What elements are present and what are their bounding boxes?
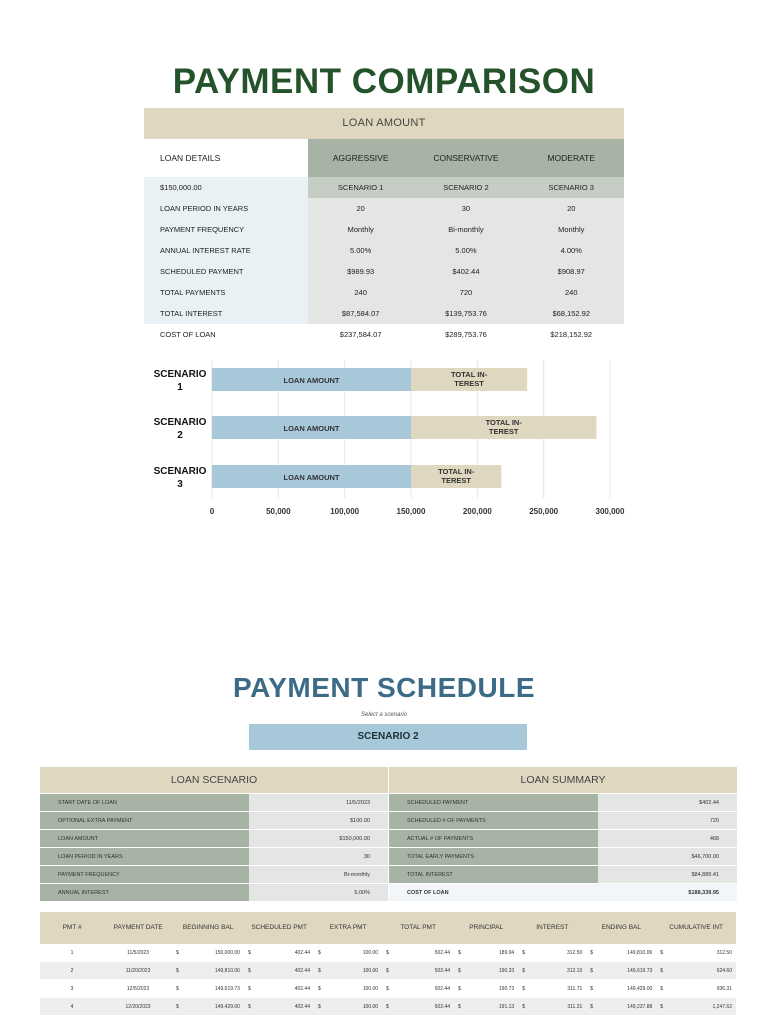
panel-row-label: LOAN PERIOD IN YEARS bbox=[40, 848, 249, 865]
cell-value: 312.50 bbox=[716, 950, 732, 956]
column-header: SCHEDULED PMT bbox=[251, 924, 307, 931]
bar-label: TOTAL IN- bbox=[450, 370, 488, 379]
bar-label: LOAN AMOUNT bbox=[283, 376, 340, 385]
comparison-row-label: SCHEDULED PAYMENT bbox=[144, 261, 308, 282]
comparison-cell: $989.93 bbox=[308, 261, 413, 282]
panel-row-label: SCHEDULED PAYMENT bbox=[389, 794, 598, 811]
currency-symbol: $ bbox=[590, 968, 594, 974]
column-header: PAYMENT DATE bbox=[113, 924, 163, 931]
currency-symbol: $ bbox=[522, 1004, 525, 1010]
cell-value: 149,429.00 bbox=[627, 986, 653, 992]
comparison-cell: $139,753.76 bbox=[413, 303, 518, 324]
comparison-row-label: PAYMENT FREQUENCY bbox=[144, 219, 308, 240]
currency-symbol: $ bbox=[247, 968, 251, 974]
panel-row bbox=[389, 847, 737, 865]
comparison-cell: 5.00% bbox=[308, 240, 413, 261]
currency-symbol: $ bbox=[590, 1004, 594, 1010]
comparison-header-row bbox=[144, 139, 624, 177]
comparison-row bbox=[144, 219, 624, 240]
column-header: ENDING BAL bbox=[601, 924, 641, 931]
table-cell bbox=[656, 944, 736, 961]
table-cell: 12/20/2023 bbox=[125, 1004, 151, 1010]
column-header: PRINCIPAL bbox=[469, 924, 504, 931]
currency-symbol: $ bbox=[386, 968, 389, 974]
currency-symbol: $ bbox=[386, 1004, 389, 1010]
comparison-row bbox=[144, 198, 624, 219]
loan-details-label: LOAN DETAILS bbox=[144, 139, 308, 177]
currency-symbol: $ bbox=[660, 986, 664, 992]
cell-value: 191.13 bbox=[498, 1004, 515, 1010]
panel-row-label: START DATE OF LOAN bbox=[40, 794, 249, 811]
category-label: 3 bbox=[177, 479, 183, 490]
table-cell: 11/20/2023 bbox=[125, 968, 151, 974]
table-cell bbox=[244, 944, 314, 961]
comparison-cell: 240 bbox=[519, 282, 624, 303]
panel-row-value: 5.00% bbox=[249, 884, 388, 901]
table-cell bbox=[656, 998, 736, 1015]
x-tick-label: 300,000 bbox=[595, 507, 625, 516]
cell-value: 502.44 bbox=[434, 986, 450, 992]
panel-row-value: $84,889.41 bbox=[598, 866, 737, 883]
currency-symbol: $ bbox=[317, 986, 321, 992]
currency-symbol: $ bbox=[247, 986, 251, 992]
comparison-row-label: LOAN PERIOD IN YEARS bbox=[144, 198, 308, 219]
x-tick-label: 200,000 bbox=[462, 507, 492, 516]
table-cell bbox=[314, 980, 382, 997]
comparison-cell: $237,584.07 bbox=[308, 324, 413, 345]
comparison-cell: 5.00% bbox=[413, 240, 518, 261]
table-row bbox=[40, 944, 736, 962]
table-cell bbox=[172, 980, 244, 997]
panel-row bbox=[40, 865, 388, 883]
cell-value: 312.10 bbox=[566, 968, 583, 974]
panel-row bbox=[389, 865, 737, 883]
cell-value: 150,000.00 bbox=[214, 950, 240, 956]
currency-symbol: $ bbox=[660, 950, 664, 956]
cell-value: 312.50 bbox=[566, 950, 583, 956]
cell-value: 311.31 bbox=[567, 1004, 583, 1010]
panel-row bbox=[40, 793, 388, 811]
table-cell bbox=[518, 962, 586, 979]
x-tick-label: 250,000 bbox=[529, 507, 559, 516]
currency-symbol: $ bbox=[317, 968, 321, 974]
panel-row-label: TOTAL EARLY PAYMENTS bbox=[389, 848, 598, 865]
comparison-row bbox=[144, 303, 624, 324]
table-cell: 11/5/2023 bbox=[127, 950, 149, 956]
cell-value: 100.00 bbox=[362, 968, 379, 974]
column-header: INTEREST bbox=[536, 924, 569, 931]
x-tick-label: 150,000 bbox=[396, 507, 426, 516]
table-cell bbox=[586, 944, 656, 961]
panel-row bbox=[40, 811, 388, 829]
currency-symbol: $ bbox=[247, 950, 251, 956]
table-cell bbox=[244, 980, 314, 997]
bar-label: TOTAL IN- bbox=[485, 418, 522, 427]
panel-row bbox=[389, 829, 737, 847]
panel-row bbox=[389, 793, 737, 811]
comparison-cell: 30 bbox=[413, 198, 518, 219]
comparison-row-label: COST OF LOAN bbox=[144, 324, 308, 345]
panel-row-value: 11/5/2023 bbox=[249, 794, 388, 811]
schedule-title: PAYMENT SCHEDULE bbox=[232, 672, 536, 703]
panel-row-label: ANNUAL INTEREST bbox=[40, 884, 249, 901]
x-tick-label: 50,000 bbox=[266, 507, 291, 516]
cell-value: 149,619.73 bbox=[627, 968, 653, 974]
comparison-title: PAYMENT COMPARISON bbox=[172, 62, 596, 101]
comparison-cell: 20 bbox=[519, 198, 624, 219]
panel-row-value: Bi-monthly bbox=[249, 866, 388, 883]
column-header: PMT # bbox=[62, 924, 82, 931]
bar-label: TEREST bbox=[488, 427, 519, 436]
cost-chart-svg bbox=[140, 360, 640, 520]
currency-symbol: $ bbox=[176, 986, 179, 992]
table-cell bbox=[314, 962, 382, 979]
x-tick-label: 0 bbox=[209, 507, 215, 516]
panel-row bbox=[389, 811, 737, 829]
bar-label: LOAN AMOUNT bbox=[283, 473, 340, 482]
comparison-cell: 240 bbox=[308, 282, 413, 303]
comparison-row bbox=[144, 261, 624, 282]
category-label: SCENARIO bbox=[153, 369, 207, 380]
cell-value: 190.33 bbox=[498, 968, 515, 974]
table-cell bbox=[656, 980, 736, 997]
schedule-header-row bbox=[40, 912, 736, 944]
comparison-cell: $289,753.76 bbox=[413, 324, 518, 345]
cell-value: 190.73 bbox=[498, 986, 515, 992]
currency-symbol: $ bbox=[176, 950, 179, 956]
currency-symbol: $ bbox=[317, 950, 321, 956]
table-cell bbox=[244, 998, 314, 1015]
loan-scenario-title: LOAN SCENARIO bbox=[40, 767, 388, 793]
cost-chart bbox=[140, 360, 640, 520]
table-cell bbox=[382, 998, 454, 1015]
comparison-cell: $908.97 bbox=[519, 261, 624, 282]
comparison-cell: 4.00% bbox=[519, 240, 624, 261]
cell-value: 502.44 bbox=[434, 1004, 450, 1010]
currency-symbol: $ bbox=[522, 950, 525, 956]
column-header: BEGINNING BAL bbox=[182, 924, 234, 931]
panel-row-value: 30 bbox=[249, 848, 388, 865]
table-cell bbox=[454, 944, 518, 961]
comparison-cell: $68,152.92 bbox=[519, 303, 624, 324]
currency-symbol: $ bbox=[458, 1004, 461, 1010]
loan-summary-title: LOAN SUMMARY bbox=[389, 767, 737, 793]
scenario-label: SCENARIO 1 bbox=[308, 177, 413, 198]
panel-row-label: OPTIONAL EXTRA PAYMENT bbox=[40, 812, 249, 829]
cell-value: 100.00 bbox=[362, 950, 379, 956]
table-cell bbox=[244, 962, 314, 979]
cell-value: 149,810.06 bbox=[627, 950, 653, 956]
table-cell bbox=[314, 998, 382, 1015]
panel-row-value: $402.44 bbox=[598, 794, 737, 811]
table-row bbox=[40, 998, 736, 1016]
scenario-row bbox=[144, 177, 624, 198]
currency-symbol: $ bbox=[590, 950, 594, 956]
panel-row-label: LOAN AMOUNT bbox=[40, 830, 249, 847]
bar-label: TOTAL IN- bbox=[438, 467, 475, 476]
panel-row-value: $100.00 bbox=[249, 812, 388, 829]
cell-value: 402.44 bbox=[294, 1004, 310, 1010]
table-cell bbox=[586, 962, 656, 979]
cell-value: 149,619.73 bbox=[214, 986, 240, 992]
payment-schedule-table bbox=[40, 912, 736, 1016]
table-cell bbox=[172, 944, 244, 961]
currency-symbol: $ bbox=[176, 1004, 179, 1010]
table-cell bbox=[382, 944, 454, 961]
panel-row-label: COST OF LOAN bbox=[389, 884, 598, 901]
bar-label: LOAN AMOUNT bbox=[283, 424, 340, 433]
loan-amount-value: $150,000.00 bbox=[144, 177, 308, 198]
loan-summary-panel bbox=[389, 767, 737, 901]
currency-symbol: $ bbox=[386, 950, 389, 956]
currency-symbol: $ bbox=[458, 986, 461, 992]
panel-row-value: 468 bbox=[598, 830, 737, 847]
column-header: TOTAL PMT bbox=[400, 924, 436, 931]
table-cell bbox=[382, 962, 454, 979]
currency-symbol: $ bbox=[590, 986, 594, 992]
column-aggressive: AGGRESSIVE bbox=[308, 139, 413, 177]
comparison-table bbox=[144, 108, 624, 345]
table-cell bbox=[518, 944, 586, 961]
comparison-cell: $218,152.92 bbox=[519, 324, 624, 345]
table-cell: 4 bbox=[70, 1004, 74, 1010]
comparison-row bbox=[144, 240, 624, 261]
currency-symbol: $ bbox=[458, 950, 461, 956]
comparison-row-label: ANNUAL INTEREST RATE bbox=[144, 240, 308, 261]
panel-row-value: $188,339.95 bbox=[598, 884, 737, 901]
panel-row bbox=[40, 829, 388, 847]
panel-row bbox=[40, 883, 388, 901]
table-row bbox=[40, 962, 736, 980]
table-cell: 1 bbox=[70, 950, 74, 956]
table-cell bbox=[454, 962, 518, 979]
table-row bbox=[40, 980, 736, 998]
column-header: EXTRA PMT bbox=[329, 924, 367, 931]
category-label: 2 bbox=[177, 430, 183, 441]
cell-value: 402.44 bbox=[294, 950, 310, 956]
currency-symbol: $ bbox=[317, 1004, 321, 1010]
comparison-row bbox=[144, 282, 624, 303]
panel-row-value: $46,700.00 bbox=[598, 848, 737, 865]
panel-row-value: 720 bbox=[598, 812, 737, 829]
panel-row bbox=[389, 883, 737, 901]
scenario-select[interactable]: SCENARIO 2 bbox=[249, 724, 527, 750]
loan-scenario-panel bbox=[40, 767, 388, 901]
cell-value: 624.60 bbox=[716, 968, 732, 974]
table-cell bbox=[656, 962, 736, 979]
comparison-cell: Monthly bbox=[519, 219, 624, 240]
table-cell bbox=[314, 944, 382, 961]
table-cell: 2 bbox=[70, 968, 74, 974]
table-cell bbox=[454, 998, 518, 1015]
currency-symbol: $ bbox=[458, 968, 461, 974]
category-label: SCENARIO bbox=[153, 417, 207, 428]
cell-value: 502.44 bbox=[434, 950, 450, 956]
table-cell bbox=[172, 962, 244, 979]
panel-row-value: $150,000.00 bbox=[249, 830, 388, 847]
currency-symbol: $ bbox=[247, 1004, 251, 1010]
scenario-label: SCENARIO 3 bbox=[519, 177, 624, 198]
comparison-row-label: TOTAL PAYMENTS bbox=[144, 282, 308, 303]
table-cell bbox=[518, 998, 586, 1015]
comparison-cell: Monthly bbox=[308, 219, 413, 240]
table-cell: 3 bbox=[70, 986, 74, 992]
currency-symbol: $ bbox=[660, 1004, 664, 1010]
bar-label: TEREST bbox=[454, 379, 484, 388]
cell-value: 311.71 bbox=[567, 986, 583, 992]
panel-row-label: ACTUAL # OF PAYMENTS bbox=[389, 830, 598, 847]
x-tick-label: 100,000 bbox=[330, 507, 360, 516]
comparison-cell: Bi-monthly bbox=[413, 219, 518, 240]
panel-row-label: TOTAL INTEREST bbox=[389, 866, 598, 883]
loan-amount-banner: LOAN AMOUNT bbox=[144, 108, 624, 139]
currency-symbol: $ bbox=[522, 986, 525, 992]
comparison-row-label: TOTAL INTEREST bbox=[144, 303, 308, 324]
panel-row bbox=[40, 847, 388, 865]
table-cell bbox=[172, 998, 244, 1015]
cell-value: 402.44 bbox=[294, 986, 310, 992]
table-cell bbox=[586, 980, 656, 997]
bar-label: TEREST bbox=[441, 476, 472, 485]
cell-value: 149,429.00 bbox=[214, 1004, 240, 1010]
cell-value: 149,810.06 bbox=[214, 968, 240, 974]
scenario-label: SCENARIO 2 bbox=[413, 177, 518, 198]
cell-value: 100.00 bbox=[362, 986, 379, 992]
panel-row-label: PAYMENT FREQUENCY bbox=[40, 866, 249, 883]
table-cell bbox=[382, 980, 454, 997]
table-cell: 12/5/2023 bbox=[126, 986, 150, 992]
scenario-hint: Select a scenario bbox=[360, 712, 408, 718]
column-header: CUMULATIVE INT bbox=[669, 924, 723, 931]
table-cell bbox=[586, 998, 656, 1015]
currency-symbol: $ bbox=[386, 986, 389, 992]
table-cell bbox=[518, 980, 586, 997]
comparison-cell: $402.44 bbox=[413, 261, 518, 282]
currency-symbol: $ bbox=[176, 968, 179, 974]
cell-value: 402.44 bbox=[294, 968, 310, 974]
comparison-cell: $87,584.07 bbox=[308, 303, 413, 324]
cell-value: 1,247.62 bbox=[712, 1004, 732, 1010]
cell-value: 189.94 bbox=[498, 950, 515, 956]
currency-symbol: $ bbox=[660, 968, 664, 974]
cell-value: 936.31 bbox=[716, 986, 732, 992]
comparison-cell: 720 bbox=[413, 282, 518, 303]
column-moderate: MODERATE bbox=[519, 139, 624, 177]
comparison-row bbox=[144, 324, 624, 345]
table-cell bbox=[454, 980, 518, 997]
panel-row-label: SCHEDULED # OF PAYMENTS bbox=[389, 812, 598, 829]
category-label: SCENARIO bbox=[153, 466, 207, 477]
cell-value: 149,237.88 bbox=[627, 1004, 653, 1010]
category-label: 1 bbox=[177, 382, 183, 393]
cell-value: 502.44 bbox=[434, 968, 450, 974]
comparison-cell: 20 bbox=[308, 198, 413, 219]
currency-symbol: $ bbox=[522, 968, 525, 974]
cell-value: 100.00 bbox=[362, 1004, 379, 1010]
column-conservative: CONSERVATIVE bbox=[413, 139, 518, 177]
